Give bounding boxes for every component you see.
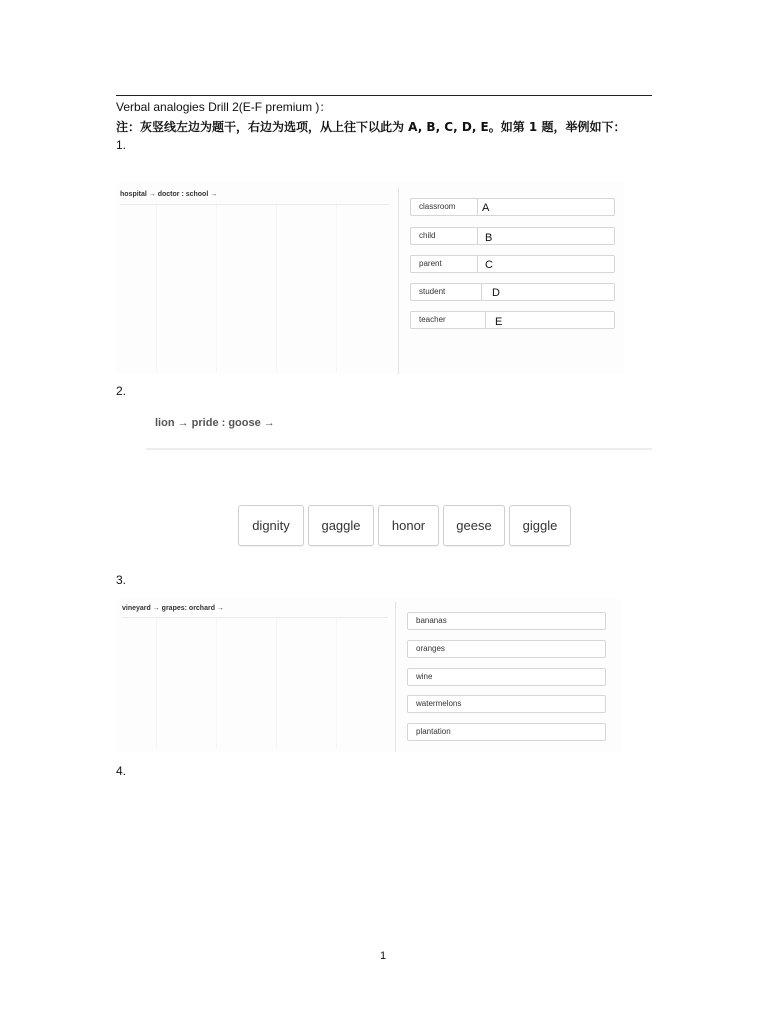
- question-2-prompt: lion → pride : goose →: [155, 417, 275, 429]
- question-1-prompt-line: [120, 204, 390, 205]
- question-2-prompt-line: [146, 448, 652, 450]
- question-1-prompt: hospital → doctor : school →: [120, 191, 218, 198]
- question-1-option-b[interactable]: child: [410, 227, 478, 245]
- question-1-option-a[interactable]: classroom: [410, 198, 478, 216]
- letter-label-c: C: [482, 259, 496, 271]
- question-3-option-e[interactable]: plantation: [407, 723, 606, 741]
- question-3-option-d[interactable]: watermelons: [407, 695, 606, 713]
- letter-label-d: D: [489, 287, 503, 299]
- question-3-option-b[interactable]: oranges: [407, 640, 606, 658]
- question-number-1: 1.: [116, 138, 127, 152]
- letter-label-b: B: [482, 232, 495, 244]
- question-number-2: 2.: [116, 384, 127, 398]
- question-2-option-honor[interactable]: honor: [378, 505, 439, 546]
- question-2-option-giggle[interactable]: giggle: [509, 505, 571, 546]
- question-number-4: 4.: [116, 764, 127, 778]
- question-3-option-c[interactable]: wine: [407, 668, 606, 686]
- question-2-option-gaggle[interactable]: gaggle: [308, 505, 374, 546]
- question-1-option-e[interactable]: teacher: [410, 311, 486, 329]
- letter-label-e: E: [492, 316, 505, 328]
- question-1-option-d[interactable]: student: [410, 283, 482, 301]
- letter-label-a: A: [479, 202, 492, 214]
- question-1-divider: [398, 188, 399, 374]
- question-3-prompt-line: [122, 617, 388, 618]
- question-2-option-dignity[interactable]: dignity: [238, 505, 304, 546]
- question-3-prompt: vineyard → grapes: orchard →: [122, 605, 224, 612]
- question-number-3: 3.: [116, 573, 127, 587]
- question-1-option-c[interactable]: parent: [410, 255, 478, 273]
- question-3-option-a[interactable]: bananas: [407, 612, 606, 630]
- header-rule: [116, 95, 652, 96]
- document-title: Verbal analogies Drill 2(E-F premium )：: [116, 100, 332, 114]
- question-3-divider: [395, 602, 396, 752]
- question-2-option-geese[interactable]: geese: [443, 505, 505, 546]
- page-number: 1: [380, 950, 387, 962]
- instruction-note: 注：灰竖线左边为题干，右边为选项，从上往下以此为 A, B, C, D, E。如第 1 题，举例如下：: [116, 120, 626, 134]
